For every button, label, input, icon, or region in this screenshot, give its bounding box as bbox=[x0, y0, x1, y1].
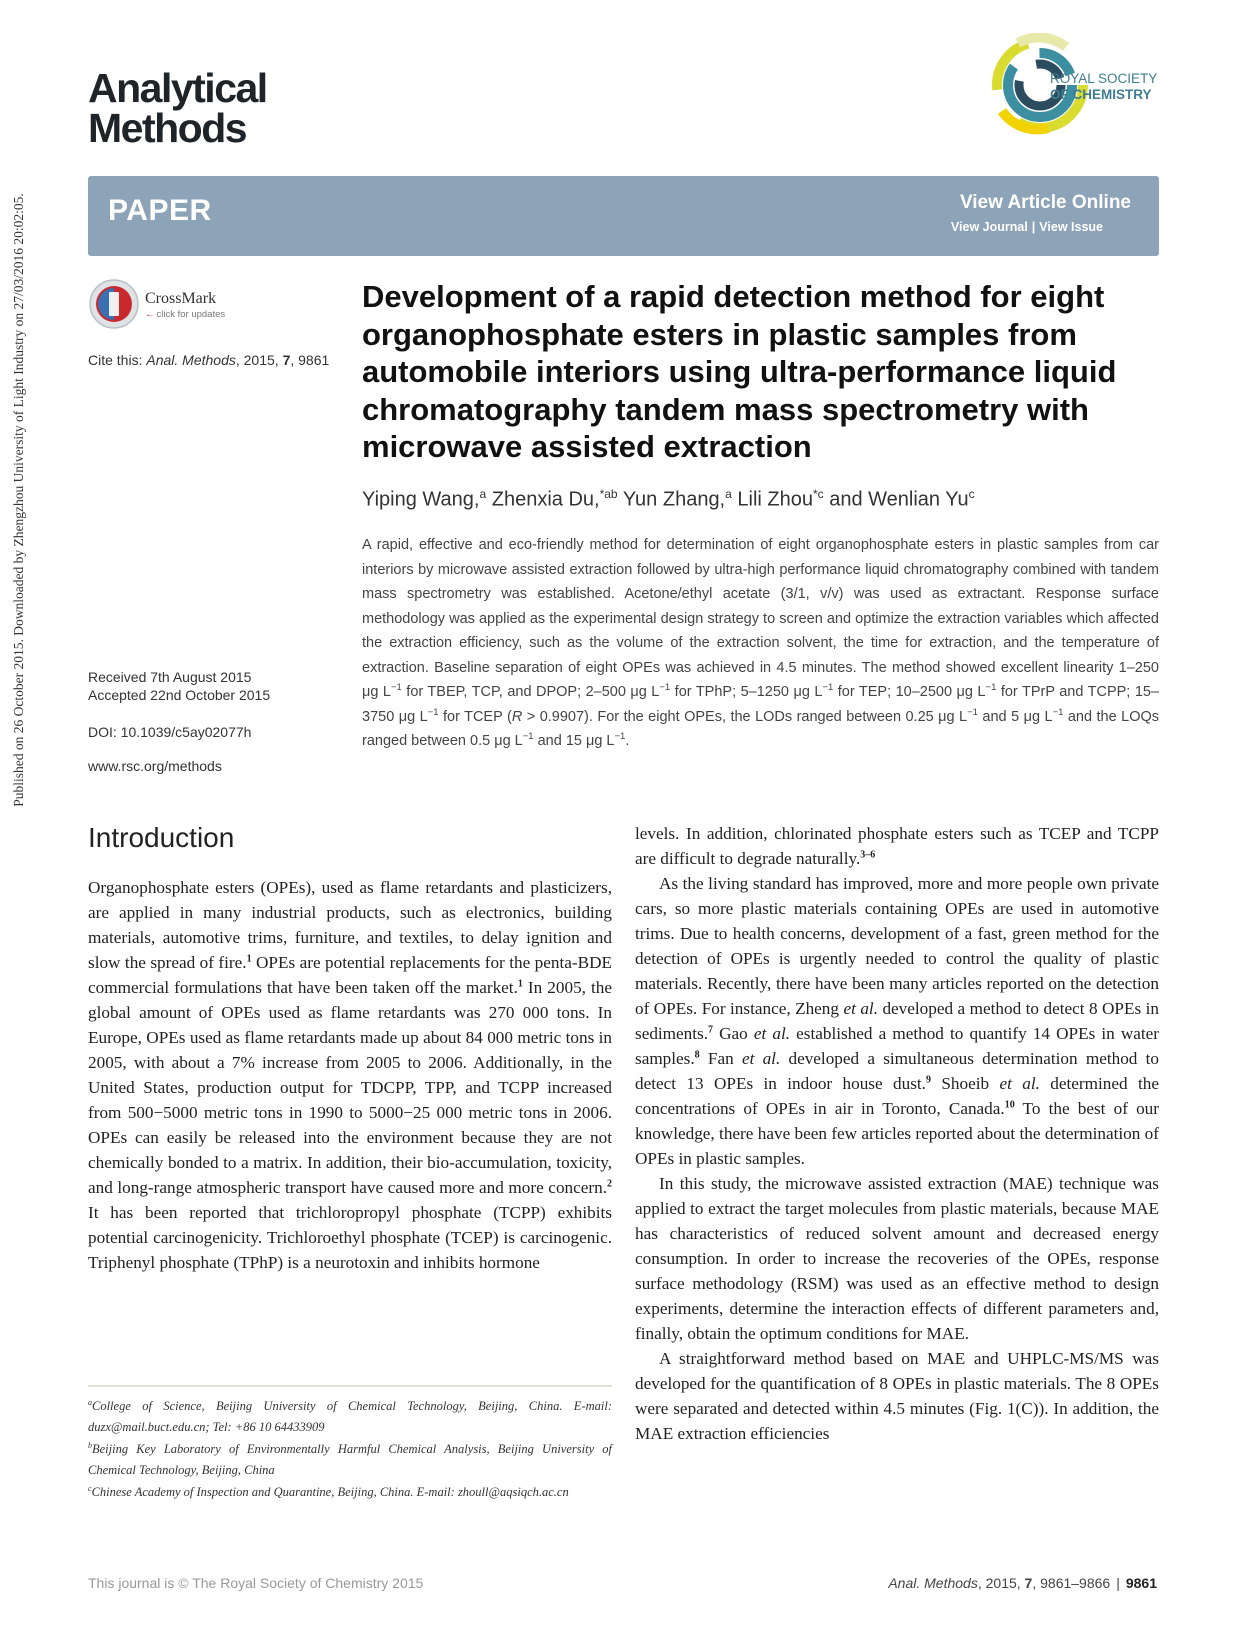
citation-ref[interactable]: 3–6 bbox=[860, 849, 876, 861]
abstract-seg: . bbox=[625, 733, 630, 749]
author-affiliation: a bbox=[725, 487, 732, 501]
abstract-text bbox=[362, 533, 1159, 754]
author: Lili Zhou bbox=[737, 488, 813, 511]
crossmark-icon bbox=[88, 278, 140, 330]
abstract-sup: −1 bbox=[967, 706, 978, 718]
author: Zhenxia Du, bbox=[491, 488, 600, 511]
citation-ref[interactable]: 1 bbox=[246, 953, 252, 965]
crossmark-sub: ← click for updates bbox=[145, 309, 226, 320]
citation-ref[interactable]: 10 bbox=[1004, 1099, 1015, 1111]
citation-ref[interactable]: 1 bbox=[517, 978, 523, 990]
body-column-left bbox=[88, 875, 612, 1275]
footnote-text: Chinese Academy of Inspection and Quarantine, Beijing, China. E-mail: zhoull@aqsiqch.ac.cn bbox=[91, 1485, 569, 1499]
abstract-seg: for TBEP, TCP, and DPOP; 2–500 μg L bbox=[401, 684, 660, 700]
rsc-logo-icon bbox=[988, 33, 1162, 145]
cite-journal: Anal. Methods bbox=[146, 352, 236, 368]
abstract-seg: and 5 μg L bbox=[977, 708, 1053, 725]
body-paragraph bbox=[635, 821, 1159, 871]
journal-title[interactable] bbox=[88, 65, 267, 151]
author-affiliation: *ab bbox=[599, 487, 618, 501]
footnote bbox=[88, 1439, 612, 1480]
footnote-mark: b bbox=[88, 1440, 92, 1450]
download-note: Published on 26 October 2015. Downloaded by Zhengzhou University of Light Industry on 27/03/2016 20:02:05. bbox=[11, 193, 26, 807]
body-text: developed a simultaneous determination method to detect 13 OPEs in indoor house dust. bbox=[635, 1049, 1160, 1093]
et-al: et al. bbox=[753, 1024, 791, 1043]
view-issue-link[interactable]: View Issue bbox=[1039, 220, 1103, 234]
footnote bbox=[88, 1396, 612, 1437]
rsc-logo[interactable] bbox=[988, 33, 1162, 145]
link-separator: | bbox=[1031, 220, 1036, 234]
body-text: Organophosphate esters (OPEs), used as flame retardants and plasticizers, are applied in many industrial products, such as electronics, building materials, automotive trims, furniture, and textiles, to delay ignition and slow the spread of fire. bbox=[88, 878, 612, 972]
author: Yiping Wang, bbox=[362, 488, 480, 511]
abstract-seg: for TEP; 10–2500 μg L bbox=[833, 684, 986, 700]
journal-url[interactable]: www.rsc.org/methods bbox=[88, 758, 222, 774]
cite-page: , 9861 bbox=[290, 352, 330, 368]
body-text: determined the concentrations of OPEs in air in Toronto, Canada. bbox=[635, 1074, 1159, 1118]
footer-pages: , 9861–9866 bbox=[1032, 1575, 1111, 1591]
author: Yun Zhang, bbox=[622, 488, 726, 511]
paper-title: Development of a rapid detection method for eight organophosphate esters in plastic samples from automobile interiors using ultra-performance liquid chromatography tandem mass spectrometry with microwave assisted extraction bbox=[362, 279, 1117, 464]
et-al: et al. bbox=[843, 999, 878, 1018]
doi[interactable]: DOI: 10.1039/c5ay02077h bbox=[88, 724, 252, 740]
citation-ref[interactable]: 2 bbox=[607, 1178, 612, 1190]
abstract-seg: and 15 μg L bbox=[533, 733, 615, 749]
body-text: Shoeib bbox=[930, 1074, 1000, 1093]
abstract-sup: −1 bbox=[985, 682, 997, 694]
body-paragraph bbox=[635, 871, 1159, 1171]
abstract-sup: −1 bbox=[659, 682, 671, 694]
body-text: OPEs are potential replacements for the penta-BDE commercial formulations that have been taken off the market. bbox=[88, 953, 612, 997]
author-affiliation: c bbox=[968, 487, 975, 501]
view-journal-link[interactable]: View Journal bbox=[950, 220, 1028, 234]
body-text: levels. In addition, chlorinated phosphate esters such as TCEP and TCPP are difficult to degrade naturally. bbox=[635, 824, 1159, 868]
view-article-online-link[interactable]: View Article Online bbox=[959, 192, 1131, 213]
rsc-logo-line1: ROYAL SOCIETY bbox=[1050, 71, 1158, 86]
body-text: Fan bbox=[699, 1049, 742, 1068]
body-text: To the best of our knowledge, there have been few articles reported about the determination of OPEs in plastic samples. bbox=[635, 1099, 1159, 1168]
abstract-seg: A rapid, effective and eco-friendly method for determination of eight organophosphate esters in plastic samples from car interiors by microwave assisted extraction followed by ultra-high performance liquid chromatography combined with tandem mass spectrometry was established. Acetone/ethyl acetate (3/1, v/v) was used as extractant. Response surface methodology was applied as the experimental design strategy to screen and optimize the extraction variables which affected the extraction efficiency, such as the volume of the extraction solvent, the time for extraction, and the temperature of extraction. Baseline separation of eight OPEs was achieved in 4.5 minutes. The method showed excellent linearity 1–250 μg L bbox=[362, 537, 1159, 700]
journal-title-line2: Methods bbox=[88, 105, 247, 151]
author-list bbox=[362, 487, 975, 512]
author: and Wenlian Yu bbox=[829, 488, 969, 511]
citation-ref[interactable]: 9 bbox=[925, 1074, 931, 1086]
footer-volume: 7 bbox=[1024, 1575, 1033, 1591]
abstract-seg: and the LOQs ranged between 0.5 μg L bbox=[362, 708, 1160, 749]
body-paragraph: A straightforward method based on MAE and UHPLC-MS/MS was developed for the quantification of 8 OPEs in plastic materials. The 8 OPEs were separated and detected within 4.5 minutes (Fig. 1(C)). In addition, the MAE extraction efficiencies bbox=[635, 1349, 1159, 1443]
footnote bbox=[88, 1482, 612, 1503]
footer-citation bbox=[888, 1575, 1157, 1591]
abstract-seg: for TPrP and TCPP; 15–3750 μg L bbox=[362, 684, 1160, 725]
et-al: et al. bbox=[999, 1074, 1040, 1093]
abstract bbox=[362, 533, 1159, 754]
article-type-label: PAPER bbox=[108, 194, 212, 227]
section-heading: Introduction bbox=[88, 822, 235, 853]
footnote-mark: a bbox=[88, 1397, 92, 1407]
et-al: et al. bbox=[741, 1049, 781, 1068]
journal-title-line1: Analytical bbox=[88, 65, 267, 111]
citation-ref[interactable]: 7 bbox=[708, 1024, 714, 1036]
footer-separator: | bbox=[1116, 1575, 1120, 1591]
page-number: 9861 bbox=[1125, 1575, 1157, 1591]
body-column-right bbox=[635, 821, 1159, 1446]
cite-line bbox=[88, 352, 329, 368]
body-text: It has been reported that trichloropropyl phosphate (TCPP) exhibits potential carcinogenicity. Trichloroethyl phosphate (TCEP) is carcinogenic. Triphenyl phosphate (TPhP) is a neurotoxin and inhibits hormone bbox=[88, 1203, 612, 1272]
footnote-mark: c bbox=[88, 1483, 92, 1493]
abstract-r: R bbox=[511, 708, 523, 725]
received-date: Received 7th August 2015 bbox=[88, 669, 252, 685]
body-paragraph: In this study, the microwave assisted extraction (MAE) technique was applied to extract the target molecules from plastic materials, because MAE has characteristics of reduced solvent amount and decreased energy consumption. In order to increase the recoveries of the OPEs, response surface methodology (RSM) was used as an effective method to design experiments, determine the interaction effects of different parameters and, finally, obtain the optimum conditions for MAE. bbox=[635, 1174, 1159, 1343]
abstract-seg: > 0.9907). For the eight OPEs, the LODs ranged between 0.25 μg L bbox=[522, 708, 968, 725]
accepted-date: Accepted 22nd October 2015 bbox=[88, 687, 271, 703]
footnote-text: Beijing Key Laboratory of Environmentally Harmful Chemical Analysis, Beijing University of Chemical Technology, Beijing, China bbox=[88, 1442, 612, 1477]
footnote-text: College of Science, Beijing University of Chemical Technology, Beijing, China. E-mail: duzx@mail.buct.edu.cn; Tel: +86 10 64433909 bbox=[88, 1399, 612, 1434]
body-paragraph bbox=[88, 875, 612, 1275]
view-links bbox=[951, 220, 1103, 234]
footer-journal: Anal. Methods bbox=[888, 1575, 978, 1591]
body-text: developed a method to detect 8 OPEs in sediments. bbox=[635, 999, 1159, 1043]
rsc-logo-line2: OF CHEMISTRY bbox=[1050, 87, 1152, 102]
abstract-seg: for TPhP; 5–1250 μg L bbox=[670, 684, 823, 700]
body-text: established a method to quantify 14 OPEs in water samples. bbox=[635, 1024, 1159, 1068]
author-affiliation: a bbox=[479, 487, 487, 501]
body-text: Gao bbox=[713, 1024, 754, 1043]
citation-ref[interactable]: 8 bbox=[694, 1049, 700, 1061]
article-banner bbox=[88, 176, 1159, 256]
abstract-seg: for TCEP ( bbox=[438, 708, 512, 725]
crossmark-sub-text: click for updates bbox=[156, 309, 226, 320]
affiliation-footnotes bbox=[88, 1396, 612, 1505]
footer-copyright: This journal is © The Royal Society of Chemistry 2015 bbox=[88, 1575, 424, 1591]
abstract-sup: −1 bbox=[427, 706, 439, 718]
body-text: In 2005, the global amount of OPEs used as flame retardants was 270 000 tons. In Europe, OPEs used as flame retardants made up about 84 000 metric tons in 2005, with about a 7% increase from 2005 to 2006. Additionally, in the United States, production output for TDCPP, TPP, and TCPP increased from 500−5000 metric tons in 1990 to 5000−25 000 metric tons in 2006. OPEs can easily be released into the environment because they are not chemically bonded to a matrix. In addition, their bio-accumulation, toxicity, and long-range atmospheric transport have caused more and more concern. bbox=[88, 978, 612, 1197]
cite-label: Cite this: bbox=[88, 352, 143, 368]
footer-year: , 2015, bbox=[977, 1575, 1025, 1591]
abstract-sup: −1 bbox=[390, 682, 402, 694]
abstract-sup: −1 bbox=[822, 682, 834, 694]
abstract-sup: −1 bbox=[1052, 706, 1064, 718]
abstract-sup: −1 bbox=[522, 731, 534, 743]
body-text: As the living standard has improved, more and more people own private cars, so more plastic materials containing OPEs are used in automotive trims. Due to health concerns, development of a fast, green method for the detection of OPEs is urgently needed to control the quality of plastic materials. Recently, there have been many articles reported on the detection of OPEs. For instance, Zheng bbox=[635, 874, 1159, 1018]
author-affiliation: *c bbox=[812, 487, 824, 501]
abstract-sup: −1 bbox=[614, 731, 626, 743]
cite-volume: 7 bbox=[282, 352, 291, 368]
crossmark-badge[interactable] bbox=[88, 278, 248, 332]
footnote-divider bbox=[88, 1385, 612, 1387]
crossmark-label: CrossMark bbox=[145, 290, 217, 307]
cite-rest: , 2015, bbox=[235, 352, 283, 368]
